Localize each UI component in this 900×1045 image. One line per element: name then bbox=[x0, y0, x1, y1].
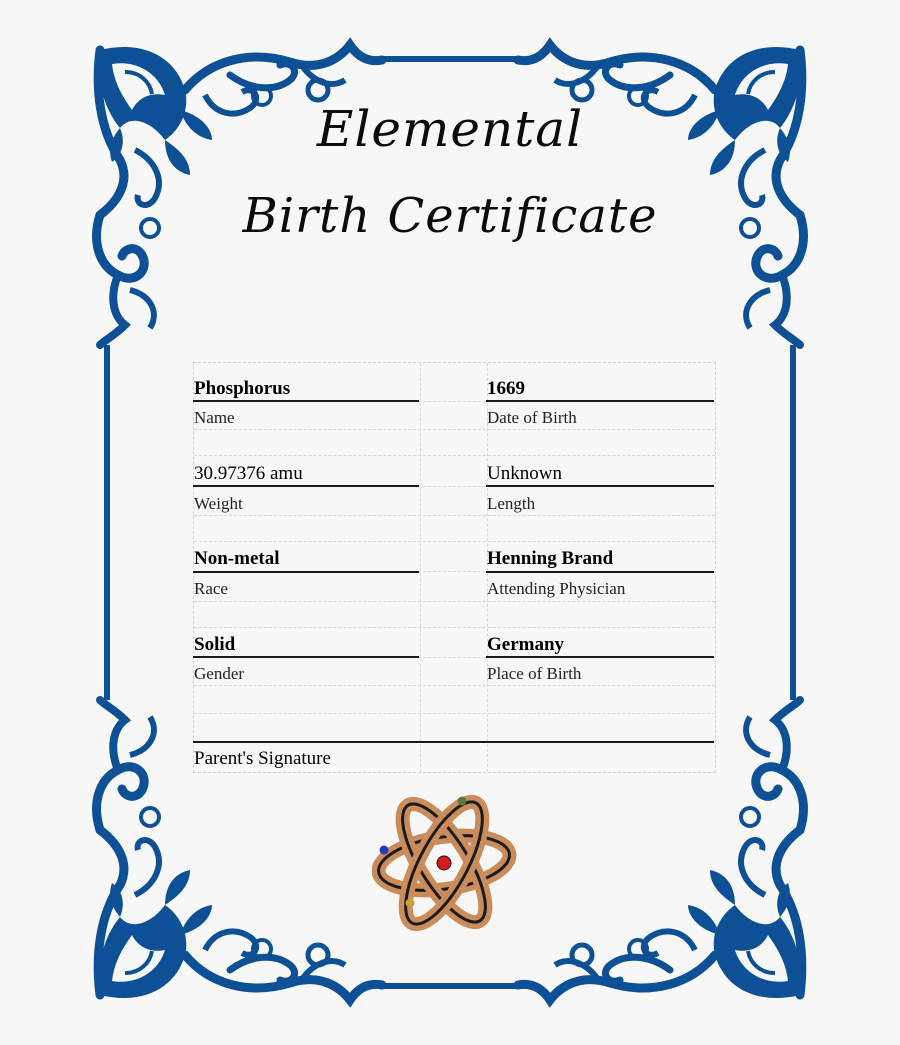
gender-label: Gender bbox=[194, 664, 245, 683]
name-value: Phosphorus bbox=[194, 378, 291, 399]
race-value: Non-metal bbox=[194, 548, 280, 569]
attending-physician-label: Attending Physician bbox=[487, 579, 626, 598]
weight-rule bbox=[193, 485, 419, 487]
race-rule bbox=[193, 571, 419, 573]
certificate-title-line2: Birth Certificate bbox=[242, 188, 658, 244]
length-rule bbox=[486, 485, 714, 487]
place-of-birth-label: Place of Birth bbox=[487, 664, 582, 683]
weight-value: 30.97376 amu bbox=[194, 463, 303, 484]
attending-physician-value: Henning Brand bbox=[487, 548, 614, 569]
name-rule bbox=[193, 400, 419, 402]
signature-line bbox=[193, 741, 714, 743]
gender-rule bbox=[193, 656, 419, 658]
certificate-title-line1: Elemental bbox=[316, 100, 584, 158]
parents-signature-label: Parent's Signature bbox=[194, 748, 331, 769]
place-of-birth-value: Germany bbox=[487, 634, 565, 655]
race-label: Race bbox=[194, 579, 228, 598]
name-label: Name bbox=[194, 408, 235, 427]
place-of-birth-rule bbox=[486, 656, 714, 658]
atom-icon bbox=[372, 785, 517, 940]
attending-physician-rule bbox=[486, 571, 714, 573]
weight-label: Weight bbox=[194, 494, 243, 513]
gender-value: Solid bbox=[194, 634, 236, 655]
date-of-birth-label: Date of Birth bbox=[487, 408, 577, 427]
date-of-birth-value: 1669 bbox=[487, 378, 525, 399]
date-of-birth-rule bbox=[486, 400, 714, 402]
length-value: Unknown bbox=[487, 463, 562, 484]
length-label: Length bbox=[487, 494, 536, 513]
